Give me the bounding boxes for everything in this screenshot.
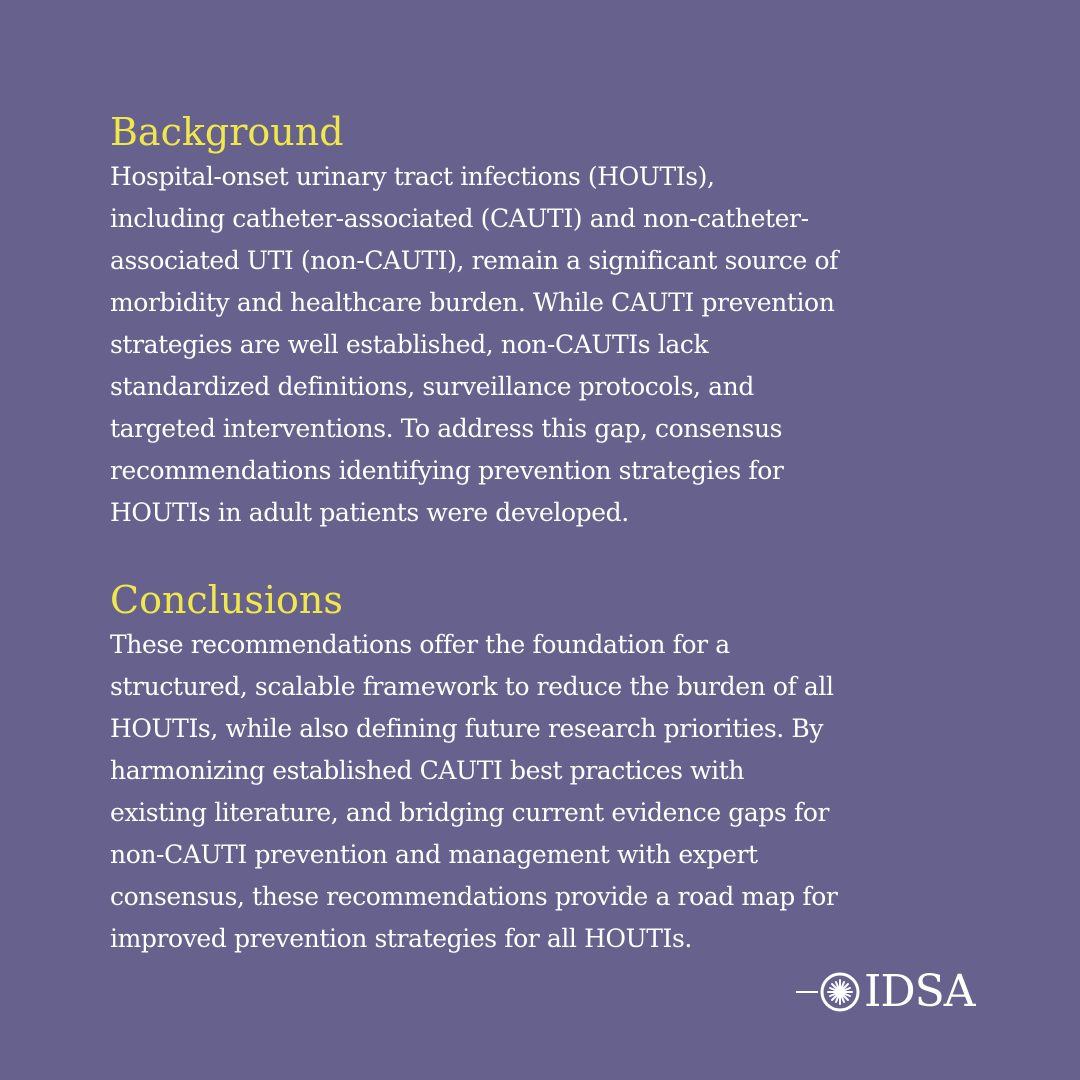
conclusions-line: HOUTIs, while also defining future research priorities. By (110, 714, 824, 743)
logo-text: IDSA (864, 966, 975, 1017)
conclusions-line: harmonizing established CAUTI best practices with (110, 756, 745, 785)
starburst-icon (796, 968, 862, 1016)
conclusions-heading: Conclusions (110, 578, 343, 622)
conclusions-line: existing literature, and bridging current evidence gaps for (110, 798, 830, 827)
background-heading: Background (110, 110, 344, 154)
conclusions-line: consensus, these recommendations provide a road map for (110, 882, 838, 911)
background-line: including catheter-associated (CAUTI) and non-catheter- (110, 204, 809, 233)
background-line: strategies are well established, non-CAUTIs lack (110, 330, 709, 359)
background-line: HOUTIs in adult patients were developed. (110, 498, 629, 527)
conclusions-body (110, 624, 990, 960)
idsa-logo (796, 968, 975, 1016)
background-line: targeted interventions. To address this gap, consensus (110, 414, 783, 443)
background-section (110, 110, 990, 534)
background-line: recommendations identifying prevention strategies for (110, 456, 784, 485)
background-line: Hospital-onset urinary tract infections (HOUTIs), (110, 162, 715, 191)
background-body (110, 156, 990, 534)
background-line: associated UTI (non-CAUTI), remain a significant source of (110, 246, 838, 275)
conclusions-line: These recommendations offer the foundation for a (110, 630, 730, 659)
conclusions-line: structured, scalable framework to reduce the burden of all (110, 672, 834, 701)
conclusions-section (110, 578, 990, 960)
conclusions-line: improved prevention strategies for all HOUTIs. (110, 924, 692, 953)
background-line: morbidity and healthcare burden. While CAUTI prevention (110, 288, 835, 317)
background-line: standardized definitions, surveillance protocols, and (110, 372, 754, 401)
conclusions-line: non-CAUTI prevention and management with expert (110, 840, 758, 869)
